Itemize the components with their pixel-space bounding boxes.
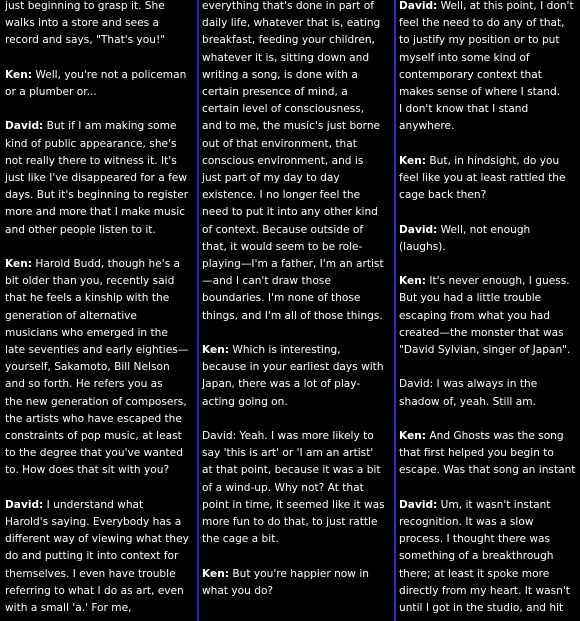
line-text: and other people listen to it.	[5, 223, 156, 236]
text-line	[5, 0, 196, 15]
line-text: not really there to witness it. It's	[5, 154, 177, 167]
text-column-3	[399, 0, 580, 619]
text-line	[399, 239, 580, 256]
line-text: Which is interesting,	[229, 344, 341, 357]
line-text: everything that's done in part of	[202, 0, 374, 12]
text-line	[202, 84, 395, 101]
line-text: Harold's saying. Everybody has a	[5, 516, 182, 529]
text-line	[202, 118, 395, 135]
line-text: days. But it's beginning to register	[5, 189, 189, 202]
text-line	[399, 32, 580, 49]
line-text: kind of public appearance, she's	[5, 137, 177, 150]
text-line	[399, 531, 580, 548]
text-line	[202, 376, 395, 393]
text-line	[5, 531, 196, 548]
text-line	[5, 273, 196, 290]
line-text: at that point, because it was a bit	[202, 464, 381, 477]
line-text: to. How does that sit with you?	[5, 464, 170, 477]
line-text: I don't know that I stand	[399, 103, 529, 116]
text-line	[202, 170, 395, 187]
text-line	[5, 67, 196, 84]
text-line	[202, 256, 395, 273]
text-line	[5, 204, 196, 221]
line-text: —and I can't draw those	[202, 275, 331, 288]
text-line	[202, 514, 395, 531]
paragraph	[399, 0, 580, 136]
line-text: that, it would seem to be role-	[202, 240, 363, 253]
text-line	[5, 548, 196, 565]
line-text: It's never enough, I guess.	[426, 275, 570, 288]
text-line	[5, 325, 196, 342]
line-text: feel like you at least rattled the	[399, 172, 566, 185]
speaker-name: David:	[399, 498, 438, 511]
line-text: feel the need to do any of that,	[399, 17, 565, 30]
line-text: referring to what I do as art, even	[5, 584, 184, 597]
text-line	[202, 583, 395, 600]
line-text: process. I thought there was	[399, 533, 551, 546]
text-line	[399, 84, 580, 101]
text-line	[399, 376, 580, 393]
line-text: that first helped you begin to	[399, 447, 554, 460]
text-line	[202, 222, 395, 239]
text-line	[399, 566, 580, 583]
text-line	[202, 462, 395, 479]
text-line	[5, 411, 196, 428]
line-text: conscious environment, and is	[202, 154, 364, 167]
line-text: shadow of, yeah. Still am.	[399, 395, 536, 408]
text-line	[202, 101, 395, 118]
text-line	[5, 514, 196, 531]
line-text: out of that environment, that	[202, 137, 357, 150]
line-text: with a small 'a.' For me,	[5, 602, 132, 615]
paragraph	[5, 256, 196, 480]
text-line	[399, 308, 580, 325]
text-line	[5, 32, 196, 49]
text-line	[5, 342, 196, 359]
line-text: more fun to do that, to just rattle	[202, 516, 378, 529]
text-line	[399, 325, 580, 342]
text-line	[202, 566, 395, 583]
text-line	[5, 290, 196, 307]
text-line	[202, 290, 395, 307]
text-line	[202, 480, 395, 497]
line-text: say 'this is art' or 'I am an artist'	[202, 447, 374, 460]
text-line	[202, 239, 395, 256]
line-text: anywhere.	[399, 120, 455, 133]
text-line	[202, 394, 395, 411]
line-text: boundaries. I'm none of those	[202, 292, 361, 305]
text-line	[202, 497, 395, 514]
text-line	[5, 376, 196, 393]
line-text: But if I am making some	[43, 120, 177, 133]
line-text: point in time, it seemed like it was	[202, 498, 385, 511]
line-text: And Ghosts was the song	[426, 430, 564, 442]
text-line	[5, 497, 196, 514]
text-line	[202, 136, 395, 153]
paragraph	[399, 153, 580, 205]
text-line	[5, 600, 196, 617]
line-text: writing a song, is done with a	[202, 68, 358, 81]
text-line	[399, 50, 580, 67]
text-line	[5, 187, 196, 204]
text-line	[5, 118, 196, 135]
line-text: certain level of consciousness,	[202, 103, 365, 116]
text-line	[399, 153, 580, 170]
text-line	[399, 394, 580, 411]
line-text: myself into some kind of	[399, 51, 530, 64]
speaker-name: David:	[399, 0, 438, 12]
paragraph	[5, 0, 196, 50]
line-text: walks into a store and sees a	[5, 17, 160, 30]
paragraph	[399, 497, 580, 617]
line-text: of context. Because outside of	[202, 223, 364, 236]
line-text: contemporary context that	[399, 68, 542, 81]
line-text: acting going on.	[202, 395, 288, 408]
text-line	[202, 342, 395, 359]
text-line	[202, 187, 395, 204]
line-text: makes sense of where I stand.	[399, 86, 561, 99]
text-line	[5, 428, 196, 445]
line-text: late seventies and early eighties—	[5, 344, 189, 357]
line-text: the new generation of composers,	[5, 395, 187, 408]
text-line	[399, 342, 580, 359]
line-text: because in your earliest days with	[202, 361, 384, 374]
paragraph	[399, 222, 580, 256]
line-text: Well, at this point, I don't	[437, 0, 574, 12]
text-line	[202, 67, 395, 84]
text-line	[5, 222, 196, 239]
line-text: more and more that I make music	[5, 206, 186, 219]
line-text: or a plumber or...	[5, 86, 97, 98]
line-text: Well, you're not a policeman	[32, 68, 187, 81]
speaker-name: Ken:	[202, 344, 229, 357]
line-text: Japan, there was a lot of play-	[202, 378, 361, 391]
text-line	[5, 153, 196, 170]
line-text: there; at least it spoke more	[399, 567, 550, 580]
line-text: certain presence of mind, a	[202, 86, 348, 99]
text-line	[399, 118, 580, 135]
column-divider-1	[197, 0, 199, 621]
text-line	[5, 170, 196, 187]
line-text: to the degree that you've wanted	[5, 447, 183, 460]
text-line	[202, 359, 395, 376]
speaker-name: David:	[399, 223, 438, 236]
line-text: do and putting it into context for	[5, 550, 179, 563]
text-line	[202, 308, 395, 325]
line-text: constraints of pop music, at least	[5, 430, 182, 443]
text-line	[399, 290, 580, 307]
text-column-1	[0, 0, 196, 619]
line-text: existence. I no longer feel the	[202, 189, 361, 202]
line-text: daily life, whatever that is, eating	[202, 17, 381, 30]
text-line	[5, 15, 196, 32]
line-text: David: Yeah. I was more likely to	[202, 430, 374, 443]
speaker-name: Ken:	[399, 154, 426, 167]
text-line	[202, 15, 395, 32]
speaker-name: David:	[5, 120, 44, 133]
line-text: whatever it is, sitting down and	[202, 51, 370, 64]
text-line	[399, 428, 580, 445]
line-text: something of a breakthrough	[399, 550, 554, 563]
line-text: themselves. I even have trouble	[5, 567, 176, 580]
line-text: different way of viewing what they	[5, 533, 189, 546]
text-line	[399, 67, 580, 84]
line-text: Harold Budd, though he's a	[32, 258, 181, 270]
paragraph	[399, 273, 580, 359]
text-line	[399, 462, 580, 479]
line-text: escape. Was that song an instant	[399, 464, 576, 477]
column-divider-2	[394, 0, 396, 621]
line-text: just part of my day to day	[202, 172, 340, 185]
line-text: escaping from what you had	[399, 309, 551, 322]
line-text: record and says, "That's you!"	[5, 34, 166, 47]
text-line	[5, 84, 196, 101]
text-line	[399, 600, 580, 617]
text-line	[399, 583, 580, 600]
line-text: what you do?	[202, 584, 274, 597]
paragraph	[202, 428, 395, 548]
line-text: to justify my position or to put	[399, 34, 560, 47]
text-line	[399, 187, 580, 204]
paragraph	[202, 566, 395, 600]
text-line	[5, 256, 196, 273]
text-line	[202, 428, 395, 445]
paragraph	[5, 497, 196, 617]
line-text: just beginning to grasp it. She	[5, 0, 165, 12]
text-line	[5, 566, 196, 583]
line-text: the cage a bit.	[202, 533, 279, 546]
text-line	[399, 273, 580, 290]
line-text: I understand what	[43, 498, 144, 511]
speaker-name: David:	[5, 498, 44, 511]
text-line	[399, 222, 580, 239]
speaker-name: Ken:	[399, 275, 426, 288]
text-line	[5, 136, 196, 153]
line-text: of a wind-up. Why not? At that	[202, 481, 364, 494]
line-text: until I got in the studio, and hit	[399, 602, 564, 615]
line-text: generation of alternative	[5, 309, 137, 322]
line-text: But you had a little trouble	[399, 292, 542, 305]
text-line	[399, 445, 580, 462]
text-line	[399, 514, 580, 531]
line-text: (laughs).	[399, 240, 446, 253]
text-line	[202, 153, 395, 170]
text-line	[5, 445, 196, 462]
line-text: breakfast, feeding your children,	[202, 34, 375, 47]
paragraph	[399, 428, 580, 480]
text-line	[399, 0, 580, 15]
line-text: yourself, Sakamoto, Bill Nelson	[5, 361, 170, 374]
paragraph	[399, 376, 580, 410]
text-line	[202, 531, 395, 548]
speaker-name: Ken:	[5, 258, 32, 270]
text-line	[5, 308, 196, 325]
line-text: things, and I'm all of those things.	[202, 309, 383, 322]
text-line	[202, 50, 395, 67]
text-line	[202, 273, 395, 290]
line-text: created—the monster that was	[399, 326, 564, 339]
text-line	[202, 204, 395, 221]
line-text: musicians who emerged in the	[5, 326, 168, 339]
line-text: and so forth. He refers you as	[5, 378, 163, 391]
text-line	[5, 462, 196, 479]
line-text: just like I've disappeared for a few	[5, 172, 187, 184]
text-line	[202, 32, 395, 49]
text-line	[399, 497, 580, 514]
line-text: But you're happier now in	[229, 567, 369, 580]
text-line	[202, 0, 395, 15]
paragraph	[202, 342, 395, 411]
text-line	[399, 15, 580, 32]
line-text: David: I was always in the	[399, 378, 538, 391]
line-text: Um, it wasn't instant	[437, 498, 551, 511]
line-text: that he feels a kinship with the	[5, 292, 170, 305]
line-text: playing—I'm a father, I'm an artist	[202, 258, 384, 271]
line-text: But, in hindsight, do you	[426, 154, 560, 167]
line-text: directly from my heart. It wasn't	[399, 584, 570, 597]
text-line	[5, 394, 196, 411]
line-text: cage back then?	[399, 189, 487, 202]
paragraph	[5, 67, 196, 101]
line-text: the artists who have escaped the	[5, 412, 182, 425]
line-text: and to me, the music's just borne	[202, 120, 381, 133]
line-text: Well, not enough	[437, 223, 531, 236]
line-text: need to put it into any other kind	[202, 206, 378, 219]
paragraph	[5, 118, 196, 238]
text-line	[399, 548, 580, 565]
text-line	[5, 359, 196, 376]
paragraph	[202, 0, 395, 325]
line-text: bit older than you, recently said	[5, 275, 175, 288]
text-line	[399, 101, 580, 118]
line-text: recognition. It was a slow	[399, 516, 534, 528]
line-text: "David Sylvian, singer of Japan".	[399, 344, 571, 357]
text-column-2	[202, 0, 395, 619]
speaker-name: Ken:	[5, 68, 32, 81]
text-line	[399, 170, 580, 187]
text-line	[202, 445, 395, 462]
speaker-name: Ken:	[202, 567, 229, 580]
speaker-name: Ken:	[399, 430, 426, 442]
text-line	[5, 583, 196, 600]
